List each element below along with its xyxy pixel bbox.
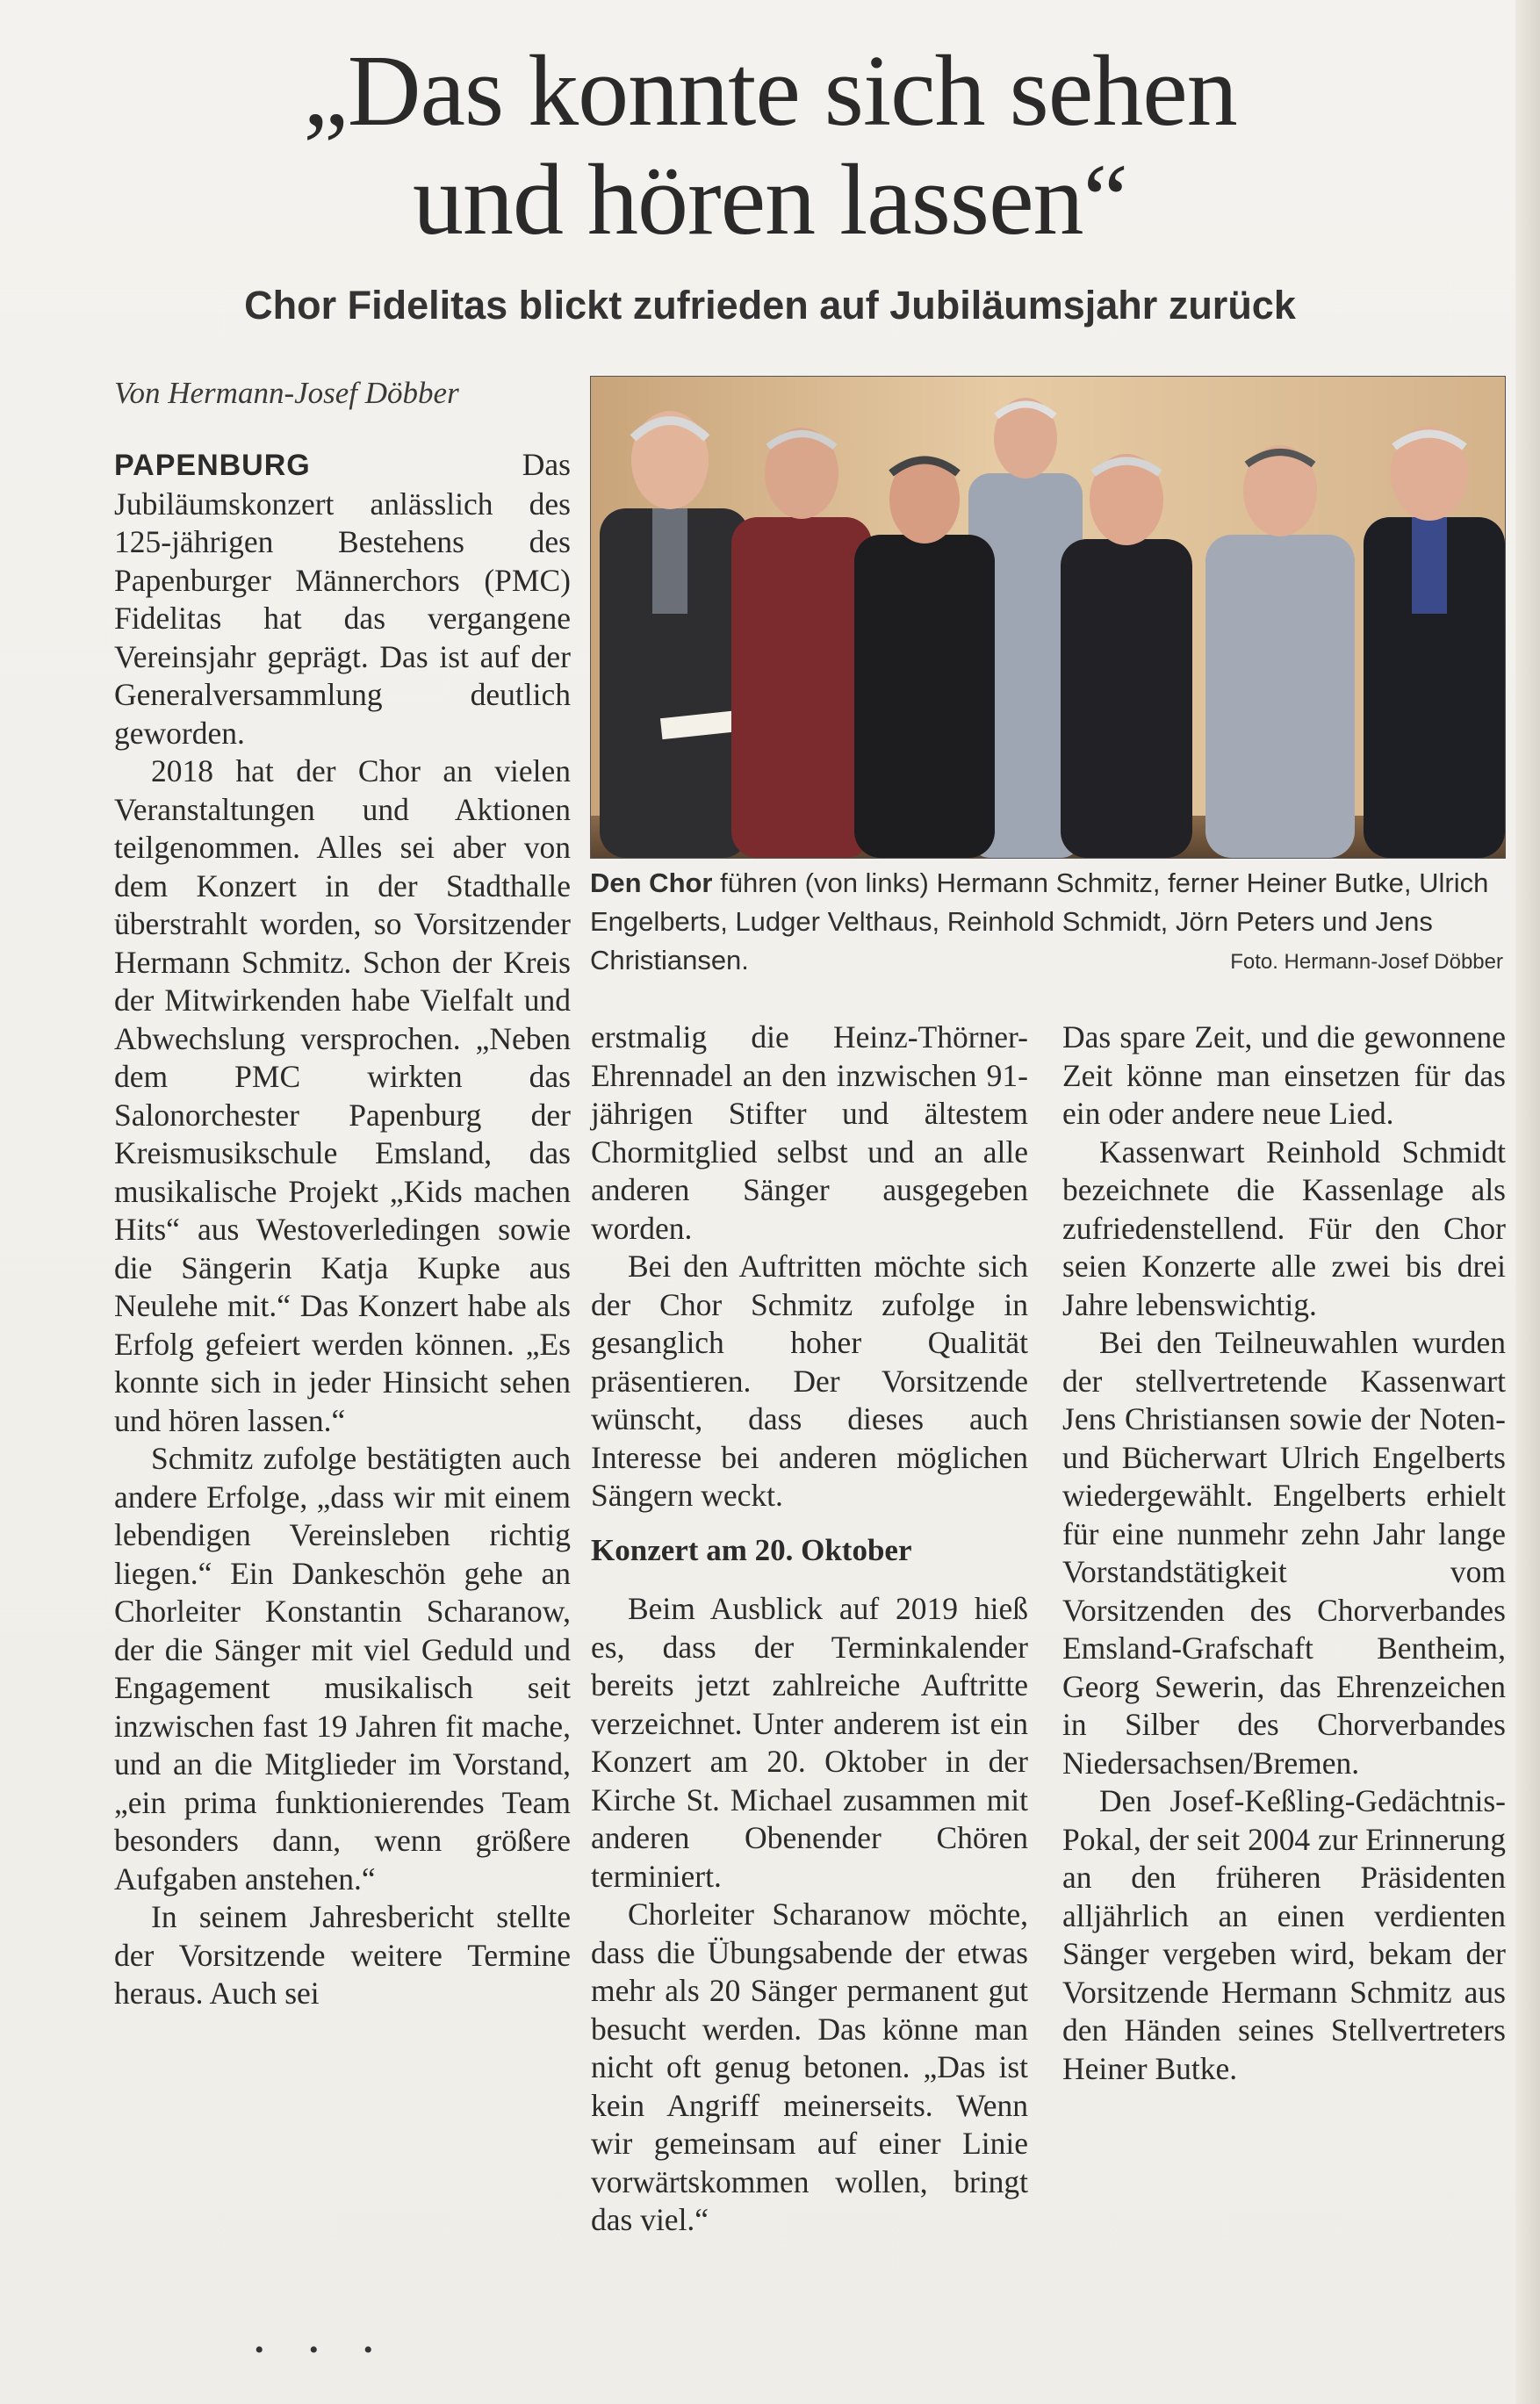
- paragraph: Bei den Auftritten möchte sich der Chor Schmitz zufolge in gesanglich hoher Qualität präsentieren. Der Vorsitzende wünscht, dass dieses auch Interesse bei anderen möglichen Sängern weckt.: [591, 1249, 1028, 1513]
- paragraph: 2018 hat der Chor an vielen Veranstaltungen und Aktionen teilgenommen. Alles sei aber von dem Konzert in der Stadthalle überstrahlt worden, so Vorsitzender Hermann Schmitz. Schon der Kreis der Mitwirkenden habe Vielfalt und Abwechslung versprochen. „Neben dem PMC wirkten das Salonorchester Papenburg der Kreismusikschule Emsland, das musikalische Projekt „Kids machen Hits“ aus Westoverledingen sowie die Sängerin Katja Kupke aus Neulehe mit.“ Das Konzert habe als Erfolg gefeiert werden können. „Es konnte sich in jeder Hinsicht sehen und hören lassen.“: [114, 753, 571, 1438]
- group-photo-image: [591, 377, 1505, 858]
- paragraph: Bei den Teilneuwahlen wurden der stellvertretende Kassenwart Jens Christiansen sowie der Noten- und Bücherwart Ulrich Engelberts wiedergewählt. Engelberts erhielt für eine nunmehr zehn Jahr lange Vorstandstätigkeit vom Vorsitzenden des Chorverbandes Emsland-Grafschaft Bentheim, Georg Sewerin, das Ehrenzeichen in Silber des Chorverbandes Niedersachsen/Bremen.: [1062, 1325, 1506, 1781]
- subheadline: Chor Fidelitas blickt zufrieden auf Jubiläumsjahr zurück: [244, 283, 1296, 327]
- caption-text: führen (von links) Hermann Schmitz, ferner Heiner Butke, Ulrich Engelberts, Ludger Velthaus, Reinhold Schmidt, Jörn Peters und Jens Christiansen.: [590, 867, 1489, 975]
- paragraph: Das spare Zeit, und die gewonnene Zeit könne man einsetzen für das ein oder andere neue Lied.: [1062, 1019, 1506, 1131]
- article-column-2: [591, 1018, 1028, 2240]
- caption-lead: Den Chor: [590, 867, 713, 898]
- paper-edge: [1515, 0, 1540, 2404]
- headline: [0, 37, 1540, 255]
- footer-dots: • • •: [255, 2336, 392, 2364]
- group-photo: [590, 376, 1506, 859]
- photo-credit: Foto. Hermann-Josef Döbber: [1230, 950, 1503, 974]
- byline: Von Hermann-Josef Döbber: [114, 376, 459, 410]
- dateline: PAPENBURG: [114, 449, 311, 482]
- article-column-3: [1062, 1018, 1506, 2088]
- paragraph: Schmitz zufolge bestätigten auch andere Erfolge, „dass wir mit einem lebendigen Vereinsleben richtig liegen.“ Ein Dankeschön gehe an Chorleiter Konstantin Scharanow, der die Sänger mit viel Geduld und Engagement musikalisch seit inzwischen fast 19 Jahren fit mache, und an die Mitglieder im Vorstand, „ein prima funktionierendes Team besonders dann, wenn größere Aufgaben anstehen.“: [114, 1441, 571, 1897]
- paragraph: erstmalig die Heinz-Thörner-Ehrennadel an den inzwischen 91-jährigen Stifter und ältestem Chormitglied selbst und an alle anderen Sänger ausgegeben worden.: [591, 1019, 1028, 1246]
- paragraph: Chorleiter Scharanow möchte, dass die Übungsabende der etwas mehr als 20 Sänger permanent gut besucht werden. Das könne man nicht oft genug betonen. „Das ist kein Angriff meinerseits. Wenn wir gemeinsam auf einer Linie vorwärtskommen wollen, bringt das viel.“: [591, 1897, 1028, 2237]
- section-subhead: Konzert am 20. Oktober: [591, 1532, 912, 1567]
- paragraph: In seinem Jahresbericht stellte der Vorsitzende weitere Termine heraus. Auch sei: [114, 1899, 571, 2011]
- paragraph: Den Josef-Keßling-Gedächtnis-Pokal, der seit 2004 zur Erinnerung an den früheren Präsidenten alljährlich an einen verdienten Sänger vergeben wird, bekam der Vorsitzende Hermann Schmitz aus den Händen seines Stellvertreters Heiner Butke.: [1062, 1783, 1506, 2086]
- headline-line-1: „Das konnte sich sehen: [303, 35, 1237, 148]
- article-column-1: [114, 446, 571, 2013]
- paragraph: Beim Ausblick auf 2019 hieß es, dass der Terminkalender bereits jetzt zahlreiche Auftritte verzeichnet. Unter anderem ist ein Konzert am 20. Oktober in der Kirche St. Michael zusammen mit anderen Obenender Chören terminiert.: [591, 1591, 1028, 1894]
- paragraph: Kassenwart Reinhold Schmidt bezeichnete die Kassenlage als zufriedenstellend. Für den Chor seien Konzerte alle zwei bis drei Jahre lebenswichtig.: [1062, 1134, 1506, 1322]
- headline-line-2: und hören lassen“: [412, 144, 1128, 256]
- paragraph: PAPENBURG Das Jubiläumskonzert anlässlich des 125-jährigen Bestehens des Papenburger Männerchors (PMC) Fidelitas hat das vergangene Vereinsjahr geprägt. Das ist auf der Generalversammlung deutlich geworden.: [114, 447, 571, 751]
